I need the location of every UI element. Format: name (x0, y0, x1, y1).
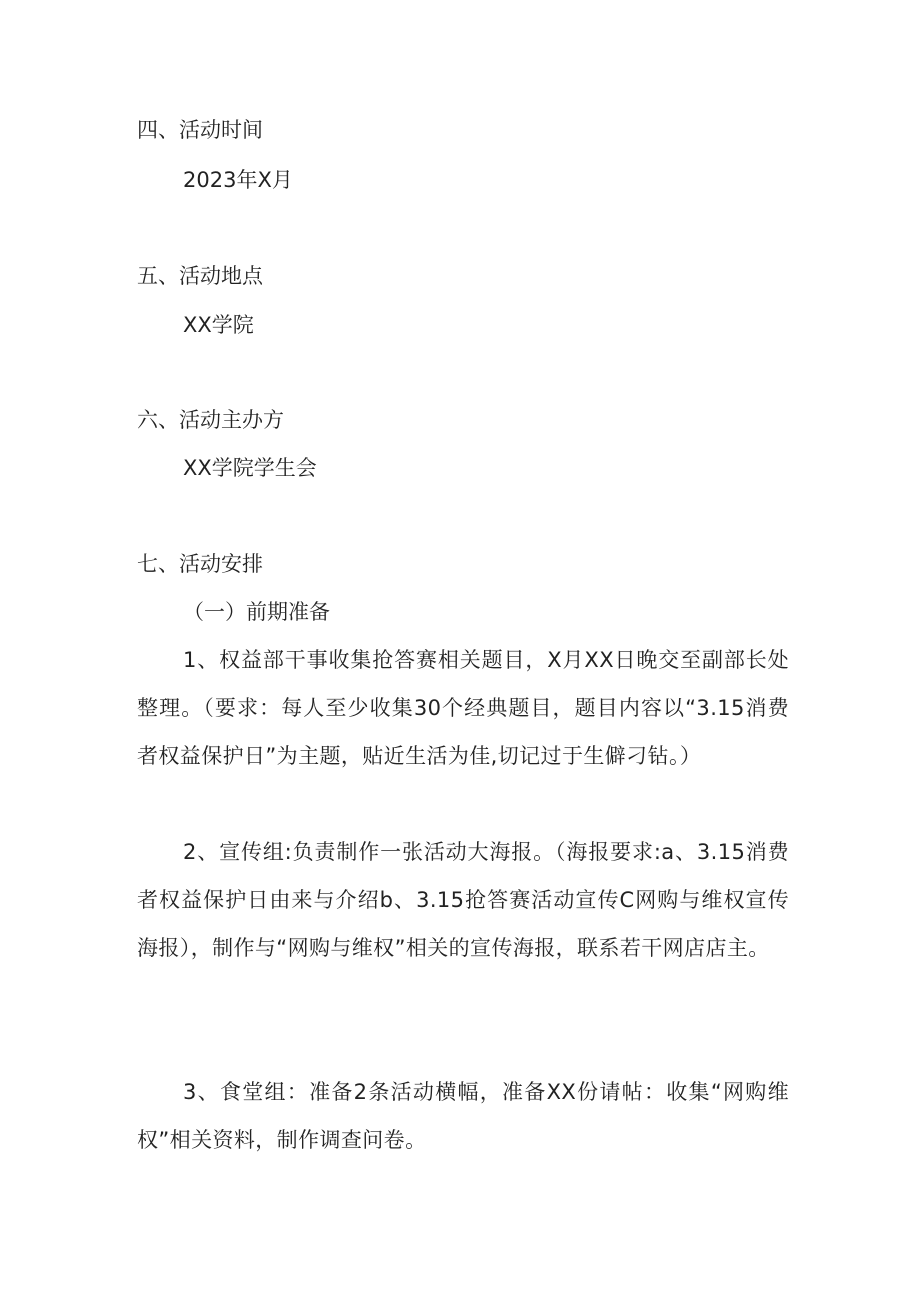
arrangement-item-3: 3、食堂组：准备2条活动横幅，准备XX份请帖：收集“网购维权”相关资料，制作调查问卷。 (137, 1080, 789, 1152)
section-heading-organizer: 六、活动主办方 (137, 408, 284, 432)
subsection-heading-preparation: （一）前期准备 (183, 600, 330, 624)
section-heading-time: 四、活动时间 (137, 118, 263, 142)
section-content-location: XX学院 (183, 313, 254, 337)
arrangement-item-1: 1、权益部干事收集抢答赛相关题目，X月XX日晚交至副部长处整理。（要求：每人至少收集30个经典题目，题目内容以“3.15消费者权益保护日”为主题，贴近生活为佳,切记过于生僻刁钻。） (137, 648, 789, 768)
arrangement-item-2: 2、宣传组:负责制作一张活动大海报。（海报要求:a、3.15消费者权益保护日由来与介绍b、3.15抢答赛活动宣传C网购与维权宣传海报），制作与“网购与维权”相关的宣传海报，联系若干网店店主。 (137, 840, 789, 960)
section-heading-arrangement: 七、活动安排 (137, 552, 263, 576)
section-heading-location: 五、活动地点 (137, 264, 263, 288)
section-content-organizer: XX学院学生会 (183, 456, 317, 480)
section-content-time: 2023年X月 (183, 168, 293, 192)
